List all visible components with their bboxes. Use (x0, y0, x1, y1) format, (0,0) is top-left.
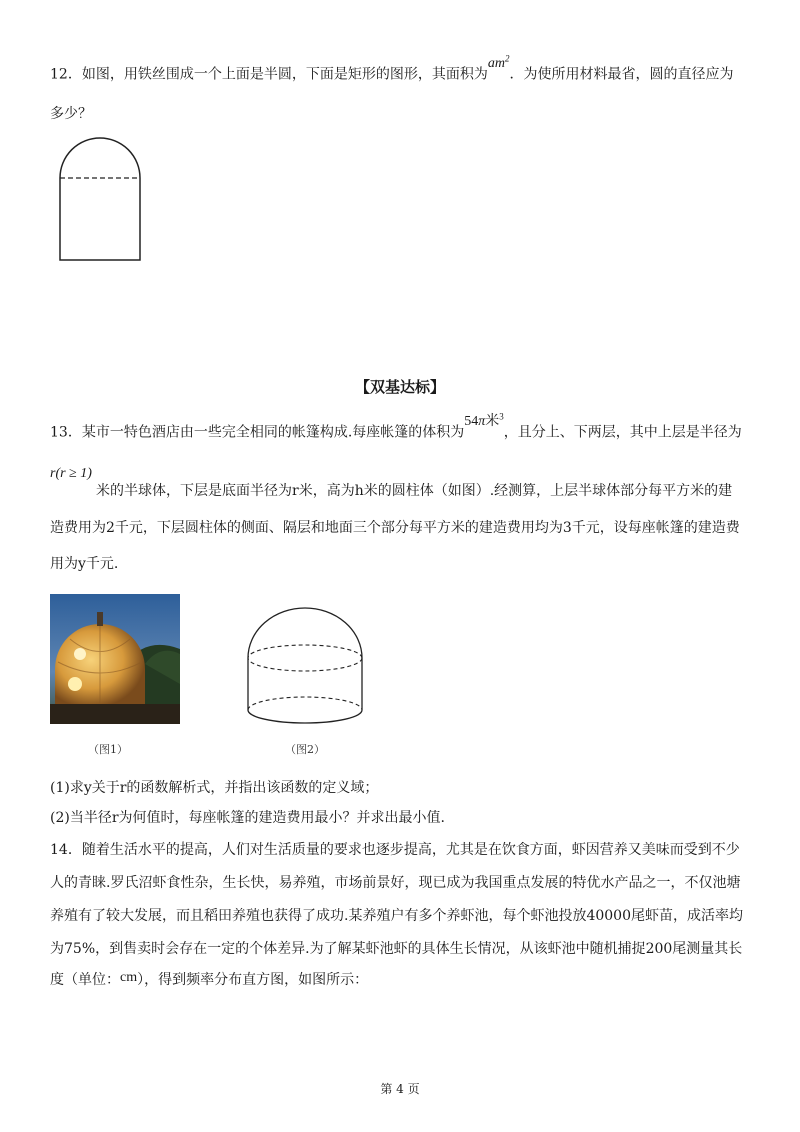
q13-line2: 米的半球体，下层是底面半径为r米，高为h米的圆柱体（如图）.经测算，上层半球体部分每平方米的建 (96, 483, 733, 499)
fig2-caption: （图2） (285, 743, 325, 756)
page-number: 第 4 页 (380, 1082, 420, 1096)
q13-sub2: (2)当半径r为何值时，每座帐篷的建造费用最小？并求出最小值. (50, 810, 445, 826)
bottom-ellipse-front (248, 710, 362, 723)
q14-line3: 养殖有了较大发展，而且稻田养殖也获得了成功.某养殖户有多个养虾池，每个虾池投放40000尾虾苗，成活率均 (50, 908, 743, 924)
section-title: 【双基达标】 (354, 378, 445, 396)
q13-line3: 造费用为2千元，下层圆柱体的侧面、隔层和地面三个部分每平方米的建造费用均为3千元，设每座帐篷的建造费 (50, 520, 740, 536)
q14-line5: 度（单位：cm），得到频率分布直方图，如图所示： (50, 970, 369, 988)
q14-line2: 人的青睐.罗氏沼虾食性杂，生长快，易养殖，市场前景好，现已成为我国重点发展的特优水产品之一，不仅池塘 (50, 875, 741, 891)
figure-outline (60, 138, 140, 260)
q13-line4: 用为y千元. (50, 556, 119, 572)
hemisphere-cylinder-figure (240, 600, 370, 730)
bottom-ellipse-back (248, 697, 362, 710)
top-ellipse (248, 645, 362, 671)
volume-expression: 54π米$^3$ (464, 411, 504, 429)
radius-expression: r(r ≥ 1) (50, 466, 92, 481)
hemisphere-outline (248, 608, 362, 658)
q14-line4: 为75%，到售卖时会存在一定的个体差异.为了解某虾池虾的具体生长情况，从该虾池中随机捕捉200尾测量其长 (50, 941, 743, 957)
fig1-caption: （图1） (88, 743, 128, 756)
unit-cm: cm (120, 970, 138, 985)
q13-sub1: (1)求y关于r的函数解析式，并指出该函数的定义域； (50, 780, 379, 796)
q12-line1: 12．如图，用铁丝围成一个上面是半圆，下面是矩形的图形，其面积为$am^2$．为使所用材料最省，圆的直径应为 (50, 53, 734, 83)
q14-line1: 14．随着生活水平的提高，人们对生活质量的要求也逐步提高，尤其是在饮食方面，虾因营养又美味而受到不少 (50, 842, 740, 858)
q12-line2: 多少？ (50, 106, 92, 122)
tent-photo (50, 594, 180, 724)
q13-line1: 13．某市一特色酒店由一些完全相同的帐篷构成.每座帐篷的体积为54π米$^3$，且分上、下两层，其中上层是半径为 (50, 411, 742, 441)
area-expression: $am^2$ (487, 53, 510, 71)
semicircle-rectangle-figure (55, 136, 145, 264)
